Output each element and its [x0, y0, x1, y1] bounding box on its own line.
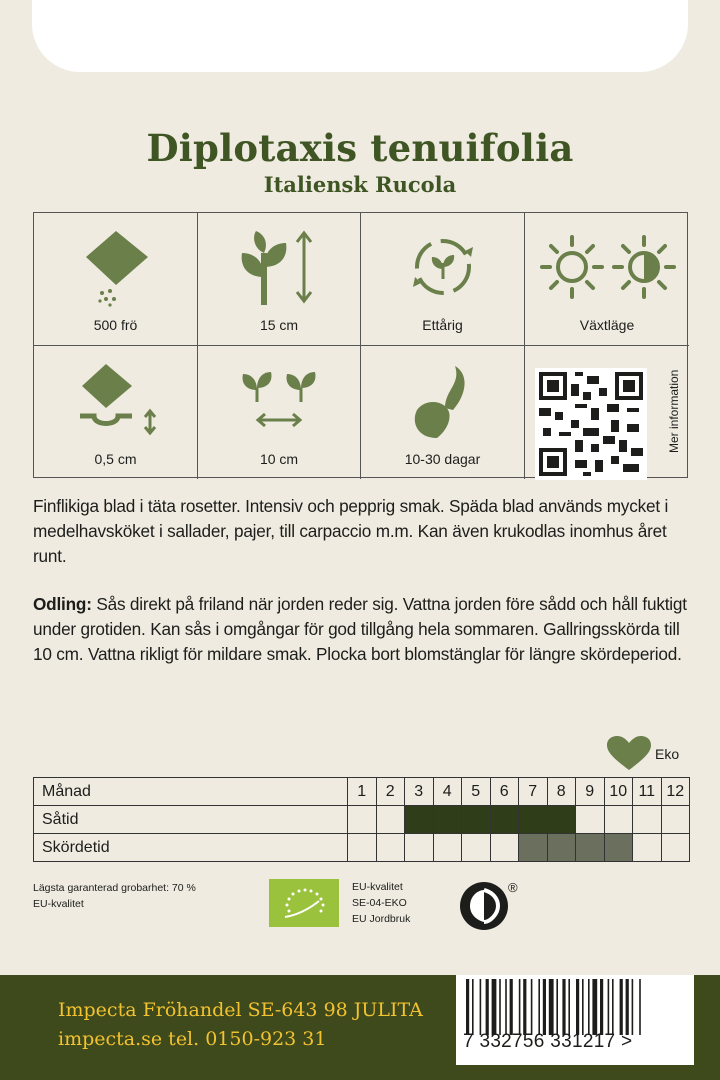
barcode-bar: [523, 979, 526, 1035]
calendar-cell: [490, 834, 519, 862]
calendar-cell: [490, 806, 519, 834]
info-cell-qr[interactable]: [525, 346, 689, 479]
barcode-bar: [543, 979, 546, 1035]
cultivation-body: Sås direkt på friland när jorden reder sig. Vattna jorden före sådd och håll fuktigt under grotiden. Kan sås i omgångar för god tillgång hela sommaren. Gallringsskörda till 10 cm. Vattna rikligt för mildare smak. Plocka bort blomstänglar för längre skördeperiod.: [33, 594, 687, 664]
green-dot-logo: [456, 878, 526, 937]
eko-badge: [607, 736, 679, 772]
barcode-number: 7 332756 331217 >: [463, 1031, 633, 1052]
calendar-cell: [633, 834, 662, 862]
germination-info: [33, 880, 196, 912]
eu-code: SE-04-EKO: [352, 897, 407, 909]
calendar-cell: [604, 806, 633, 834]
barcode-bar: [510, 979, 513, 1035]
calendar-cell: [462, 834, 491, 862]
calendar-month-number: 9: [576, 778, 605, 806]
plant-spacing-icon: [229, 360, 329, 440]
eu-agriculture: EU Jordbruk: [352, 913, 411, 925]
heart-icon: [607, 736, 651, 772]
hang-hole: [32, 0, 688, 72]
seed-count-label: 500 frö: [93, 317, 138, 333]
seed-packet-icon: [76, 227, 156, 307]
calendar-cell: [519, 834, 548, 862]
barcode-bar: [620, 979, 623, 1035]
barcode-bar: [492, 979, 497, 1035]
calendar-cell: [661, 834, 690, 862]
calendar-cell: [348, 806, 377, 834]
info-cell-position: [525, 213, 689, 346]
height-label: 15 cm: [259, 317, 299, 333]
info-cell-seed-count: [34, 213, 198, 346]
barcode-bar: [576, 979, 579, 1035]
calendar-month-number: 12: [661, 778, 690, 806]
position-label: Växtläge: [579, 317, 635, 333]
product-subtitle: Italiensk Rucola: [263, 172, 457, 197]
depth-label: 0,5 cm: [94, 451, 137, 467]
calendar-row: [34, 834, 690, 862]
sowing-calendar: [33, 777, 690, 862]
calendar-cell: [376, 806, 405, 834]
calendar-cell: [547, 834, 576, 862]
product-title: Diplotaxis tenuifolia: [146, 126, 574, 170]
green-dot-icon: [456, 878, 526, 932]
barcode-bar: [626, 979, 629, 1035]
sun-partial-shade-icon: [532, 227, 682, 307]
cultivation-heading: Odling:: [33, 594, 92, 614]
company-contact: impecta.se tel. 0150-923 31: [58, 1028, 327, 1050]
calendar-month-number: 8: [547, 778, 576, 806]
barcode-bar: [505, 979, 507, 1035]
calendar-row-label: Såtid: [34, 806, 348, 834]
calendar-row: [34, 806, 690, 834]
calendar-cell: [519, 806, 548, 834]
spacing-label: 10 cm: [259, 451, 299, 467]
eu-organic-logo: [269, 879, 339, 927]
barcode-bar: [632, 979, 634, 1035]
calendar-cell: [661, 806, 690, 834]
calendar-row-label: Skördetid: [34, 834, 348, 862]
calendar-cell: [462, 806, 491, 834]
barcode-bar: [582, 979, 584, 1035]
info-cell-height: [198, 213, 361, 346]
info-cell-spacing: [198, 346, 361, 479]
barcode-bar: [519, 979, 521, 1035]
calendar-header-row: [34, 778, 690, 806]
calendar-cell: [433, 834, 462, 862]
calendar-cell: [633, 806, 662, 834]
info-icon-grid: [33, 212, 688, 478]
germination-label: 10-30 dagar: [404, 451, 481, 467]
info-cell-depth: [34, 346, 198, 479]
qr-code-icon[interactable]: [535, 368, 647, 480]
calendar-cell: [376, 834, 405, 862]
sowing-depth-icon: [66, 360, 166, 440]
lifecycle-label: Ettårig: [422, 317, 463, 333]
calendar-cell: [604, 834, 633, 862]
barcode-bar: [480, 979, 482, 1035]
eu-certification: [352, 879, 410, 927]
calendar-cell: [433, 806, 462, 834]
calendar-month-number: 4: [433, 778, 462, 806]
calendar-cell: [405, 806, 434, 834]
calendar-cell: [576, 834, 605, 862]
barcode-bar: [466, 979, 469, 1035]
barcode-bar: [639, 979, 641, 1035]
barcode-bar: [531, 979, 533, 1035]
calendar-month-header: Månad: [34, 778, 348, 806]
calendar-month-number: 6: [490, 778, 519, 806]
barcode-bar: [568, 979, 570, 1035]
barcode-bar: [538, 979, 540, 1035]
calendar-month-number: 1: [348, 778, 377, 806]
barcode-bar: [592, 979, 597, 1035]
barcode-bar: [612, 979, 614, 1035]
barcode-bar: [499, 979, 501, 1035]
barcode-bar: [588, 979, 590, 1035]
calendar-month-number: 7: [519, 778, 548, 806]
plant-height-icon: [234, 227, 324, 307]
calendar-month-number: 5: [462, 778, 491, 806]
barcode-bar: [472, 979, 474, 1035]
registered-mark: ®: [508, 880, 518, 895]
barcode-icon: [456, 975, 694, 1037]
barcode-bar: [556, 979, 558, 1035]
barcode-bar: [549, 979, 554, 1035]
germination-icon: [403, 360, 483, 440]
eko-label: Eko: [655, 746, 680, 762]
description-text: Finflikiga blad i täta rosetter. Intensiv och pepprig smak. Späda blad används mycket i medelhavsköket i sallader, pajer, till carpaccio m.m. Kan även krukodlas inomhus året runt.: [33, 496, 669, 566]
company-address: Impecta Fröhandel SE-643 98 JULITA: [58, 999, 423, 1021]
quality-label: EU-kvalitet: [33, 898, 84, 910]
annual-cycle-icon: [403, 227, 483, 307]
info-cell-germination: [361, 346, 525, 479]
info-cell-lifecycle: [361, 213, 525, 346]
calendar-month-number: 3: [405, 778, 434, 806]
barcode-bar: [562, 979, 565, 1035]
calendar-cell: [547, 806, 576, 834]
cultivation-text: [33, 592, 698, 667]
eu-quality: EU-kvalitet: [352, 881, 403, 893]
calendar-month-number: 11: [633, 778, 662, 806]
calendar-cell: [405, 834, 434, 862]
calendar-month-number: 2: [376, 778, 405, 806]
calendar-cell: [348, 834, 377, 862]
barcode-bar: [486, 979, 489, 1035]
barcode-bar: [608, 979, 610, 1035]
more-info-label: Mer information: [667, 369, 681, 453]
germination-rate: Lägsta garanterad grobarhet: 70 %: [33, 882, 196, 894]
eu-leaf-icon: [269, 879, 339, 927]
barcode-bar: [600, 979, 603, 1035]
calendar-month-number: 10: [604, 778, 633, 806]
calendar-cell: [576, 806, 605, 834]
